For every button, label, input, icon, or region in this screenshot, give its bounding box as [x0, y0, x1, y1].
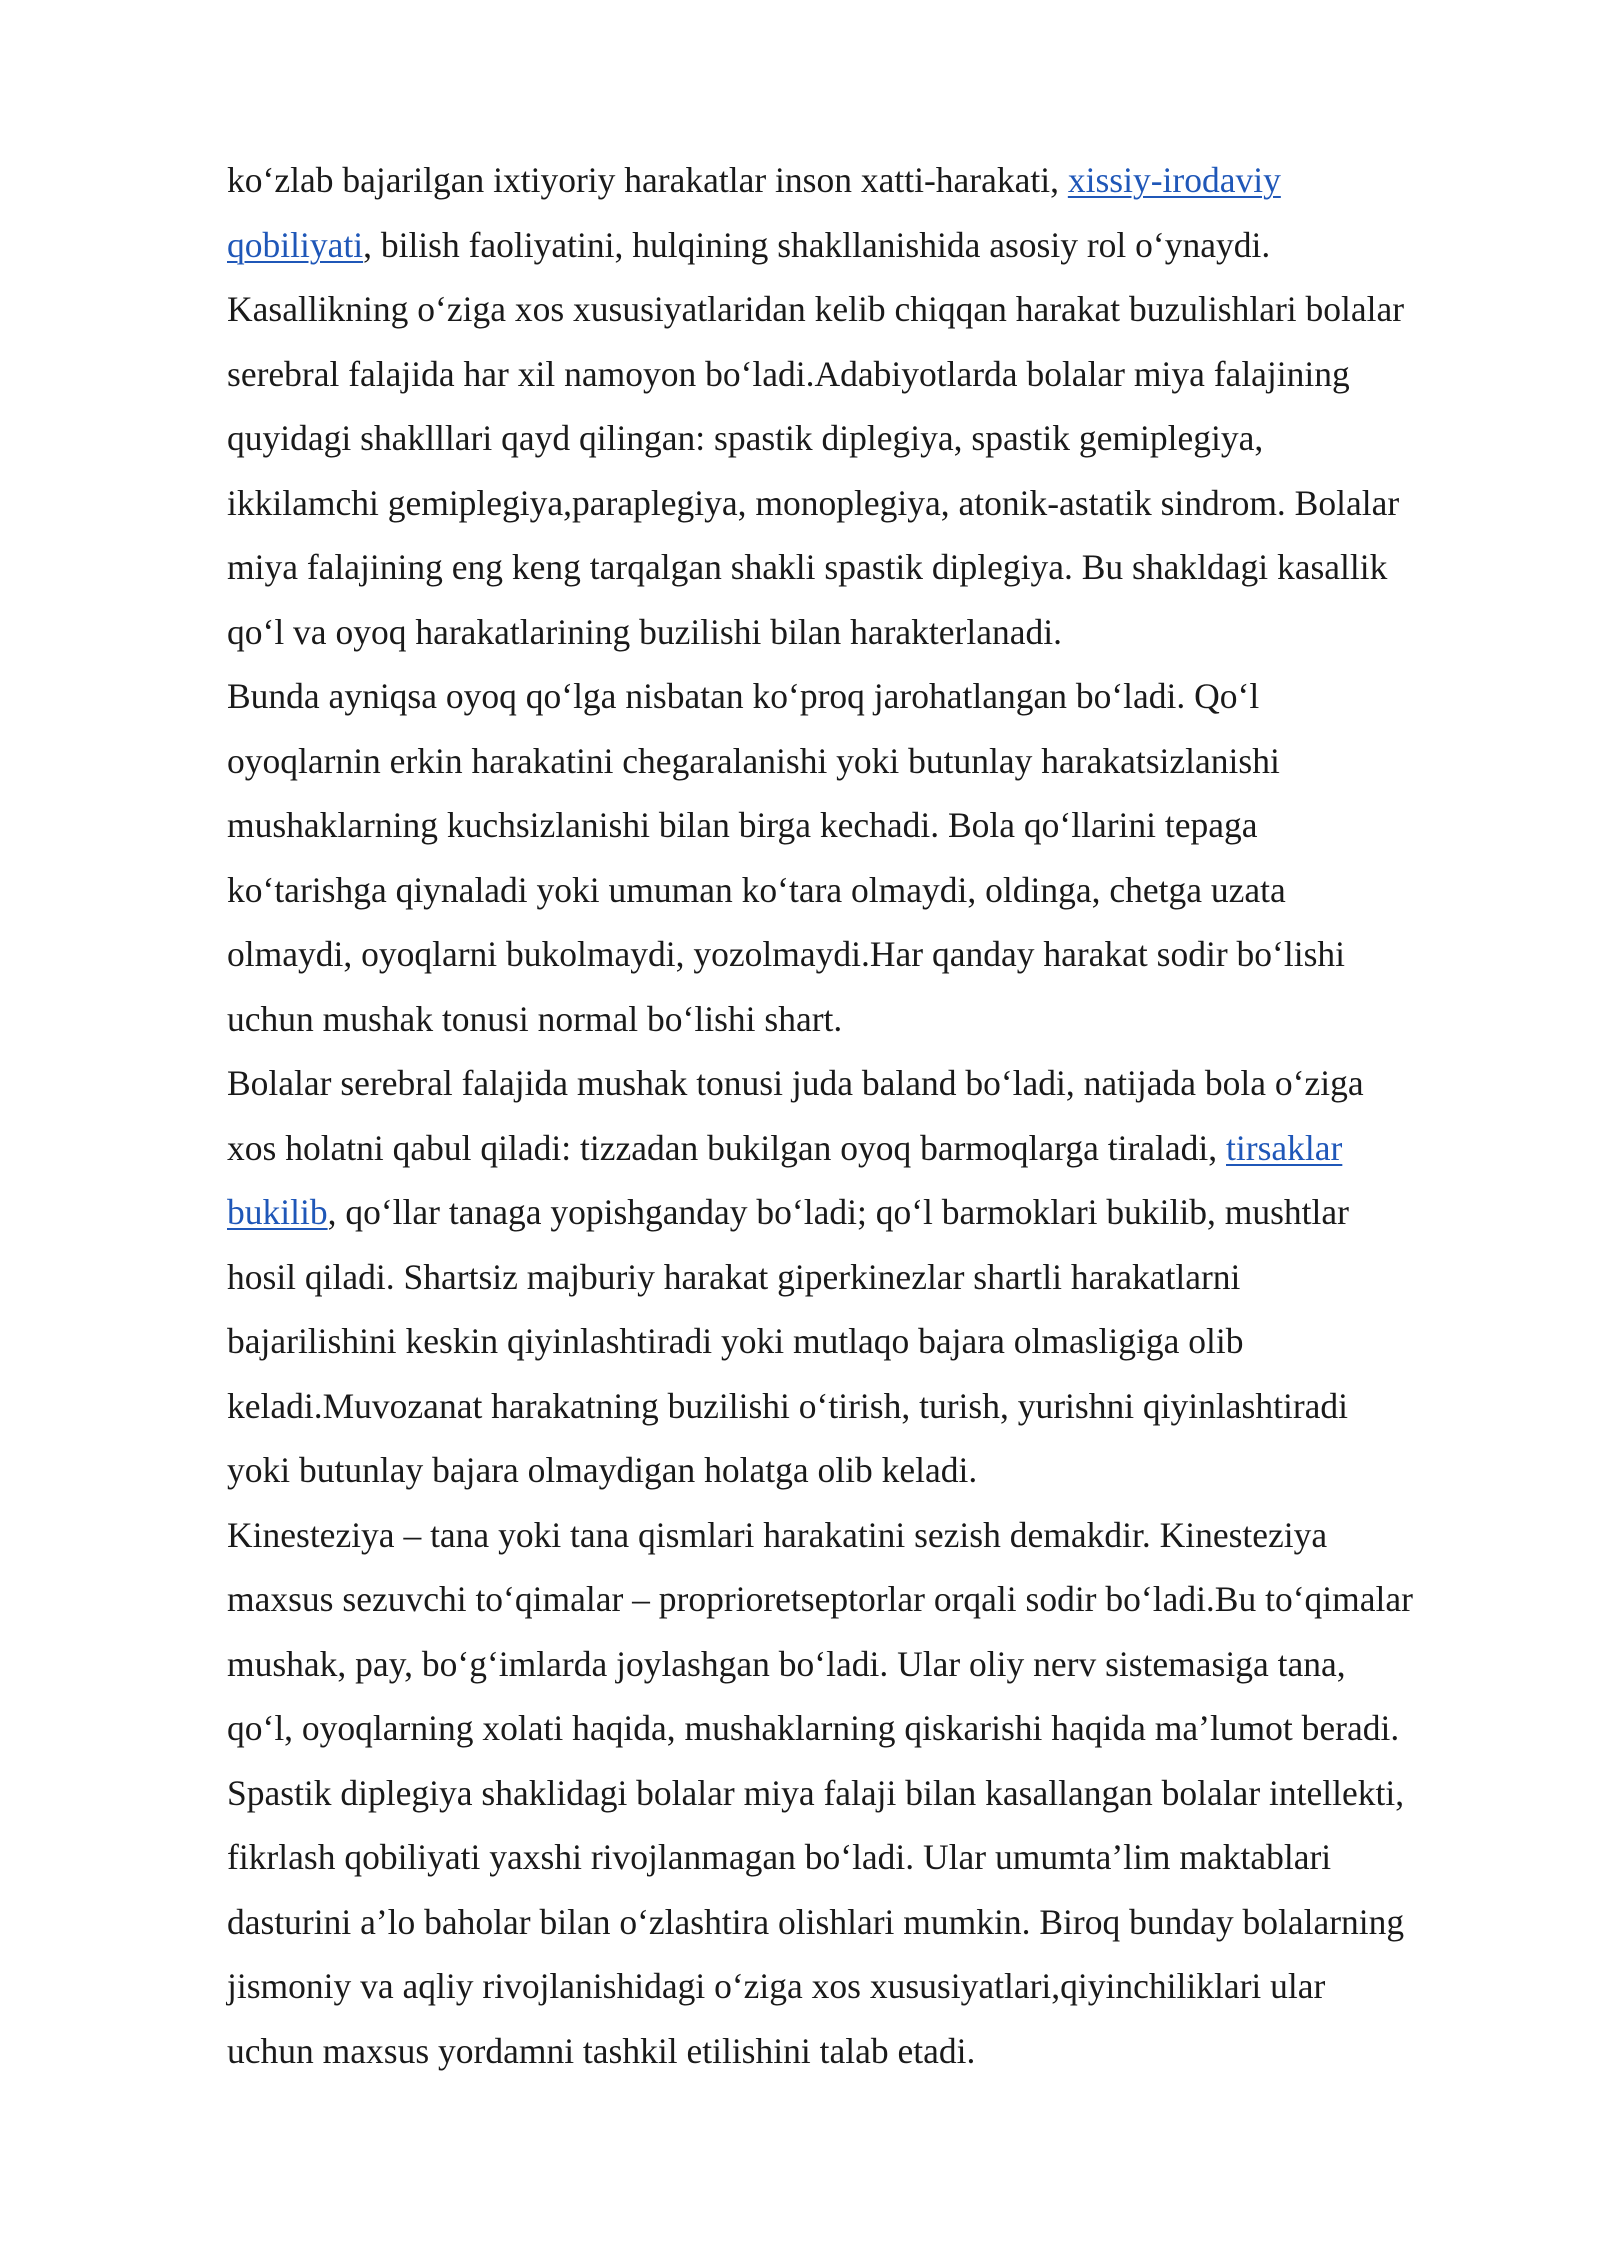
text-run: hosil qiladi. Shartsiz majburiy harakat giperkinezlar shartli harakatlarni — [227, 1256, 1241, 1297]
hyperlink[interactable]: tirsaklar — [1226, 1127, 1343, 1168]
text-run: serebral falajida har xil namoyon bo‘ladi.Adabiyotlarda bolalar miya falajining — [227, 353, 1350, 394]
text-run: Kinesteziya – tana yoki tana qismlari harakatini sezish demakdir. Kinesteziya — [227, 1514, 1328, 1555]
text-run: qo‘l, oyoqlarning xolati haqida, mushaklarning qiskarishi haqida ma’lumot beradi. — [227, 1708, 1400, 1748]
text-line — [227, 1761, 1487, 1826]
text-line — [227, 2019, 1487, 2084]
text-line — [227, 1825, 1487, 1890]
text-run: Bolalar serebral falajida mushak tonusi juda baland bo‘ladi, natijada bola o‘ziga — [227, 1063, 1364, 1103]
text-run: yoki butunlay bajara olmaydigan holatga olib keladi. — [227, 1450, 978, 1490]
text-line — [227, 1696, 1487, 1761]
text-run: oyoqlarnin erkin harakatini chegaralanishi yoki butunlay harakatsizlanishi — [227, 740, 1280, 781]
text-line — [227, 1567, 1487, 1632]
text-line — [227, 1890, 1487, 1955]
text-run: uchun mushak tonusi normal bo‘lishi shart. — [227, 998, 843, 1039]
hyperlink[interactable]: qobiliyati — [227, 224, 364, 265]
text-run: ko‘tarishga qiynaladi yoki umuman ko‘tara olmaydi, oldinga, chetga uzata — [227, 869, 1286, 910]
text-line — [227, 1438, 1487, 1503]
text-line — [227, 729, 1487, 794]
hyperlink[interactable]: bukilib — [227, 1192, 328, 1232]
text-run: Spastik diplegiya shaklidagi bolalar miya falaji bilan kasallangan bolalar intellekti, — [227, 1772, 1405, 1813]
text-line — [227, 148, 1487, 213]
text-run: qo‘l va oyoq harakatlarining buzilishi bilan harakterlanadi. — [227, 611, 1062, 652]
text-run: uchun maxsus yordamni tashkil etilishini talab etadi. — [227, 2030, 976, 2071]
text-line — [227, 1632, 1487, 1697]
text-line — [227, 793, 1487, 858]
text-run: ikkilamchi gemiplegiya,paraplegiya, monoplegiya, atonik-astatik sindrom. Bolalar — [227, 482, 1400, 523]
text-run: bajarilishini keskin qiyinlashtiradi yoki mutlaqo bajara olmasligiga olib — [227, 1321, 1244, 1361]
text-run: , bilish faoliyatini, hulqining shakllanishida asosiy rol o‘ynaydi. — [363, 224, 1271, 265]
text-run: Kasallikning o‘ziga xos xususiyatlaridan kelib chiqqan harakat buzulishlari bolalar — [227, 289, 1405, 329]
text-line — [227, 213, 1487, 278]
text-line — [227, 1503, 1487, 1568]
text-run: quyidagi shaklllari qayd qilingan: spastik diplegiya, spastik gemiplegiya, — [227, 418, 1264, 458]
text-run: ko‘zlab bajarilgan ixtiyoriy harakatlar inson xatti-harakati, — [227, 160, 1068, 200]
document-body — [227, 148, 1487, 2083]
text-line — [227, 600, 1487, 665]
text-run: miya falajining eng keng tarqalgan shakli spastik diplegiya. Bu shakldagi kasallik — [227, 547, 1388, 587]
text-line — [227, 1245, 1487, 1310]
text-line — [227, 1180, 1487, 1245]
text-run: dasturini a’lo baholar bilan o‘zlashtira olishlari mumkin. Biroq bunday bolalarning — [227, 1901, 1405, 1942]
text-run: keladi.Muvozanat harakatning buzilishi o‘tirish, turish, yurishni qiyinlashtiradi — [227, 1385, 1349, 1426]
text-run: Bunda ayniqsa oyoq qo‘lga nisbatan ko‘proq jarohatlangan bo‘ladi. Qo‘l — [227, 676, 1260, 716]
text-line — [227, 535, 1487, 600]
text-line — [227, 1954, 1487, 2019]
text-run: , qo‘llar tanaga yopishganday bo‘ladi; qo‘l barmoklari bukilib, mushtlar — [327, 1192, 1349, 1232]
text-line — [227, 1309, 1487, 1374]
text-line — [227, 342, 1487, 407]
text-run: jismoniy va aqliy rivojlanishidagi o‘ziga xos xususiyatlari,qiyinchiliklari ular — [227, 1966, 1326, 2006]
text-line — [227, 987, 1487, 1052]
text-line — [227, 406, 1487, 471]
text-run: maxsus sezuvchi to‘qimalar – proprioretseptorlar orqali sodir bo‘ladi.Bu to‘qimalar — [227, 1579, 1413, 1619]
text-run: mushaklarning kuchsizlanishi bilan birga kechadi. Bola qo‘llarini tepaga — [227, 805, 1258, 845]
text-line — [227, 1374, 1487, 1439]
text-line — [227, 1116, 1487, 1181]
text-run: mushak, pay, bo‘g‘imlarda joylashgan bo‘ladi. Ular oliy nerv sistemasiga tana, — [227, 1643, 1346, 1684]
text-line — [227, 1051, 1487, 1116]
text-line — [227, 471, 1487, 536]
text-run: olmaydi, oyoqlarni bukolmaydi, yozolmaydi.Har qanday harakat sodir bo‘lishi — [227, 934, 1346, 974]
text-line — [227, 664, 1487, 729]
text-run: fikrlash qobiliyati yaxshi rivojlanmagan bo‘ladi. Ular umumta’lim maktablari — [227, 1837, 1332, 1877]
text-line — [227, 277, 1487, 342]
text-line — [227, 858, 1487, 923]
text-run: xos holatni qabul qiladi: tizzadan bukilgan oyoq barmoqlarga tiraladi, — [227, 1127, 1227, 1168]
hyperlink[interactable]: xissiy-irodaviy — [1067, 160, 1281, 200]
text-line — [227, 922, 1487, 987]
